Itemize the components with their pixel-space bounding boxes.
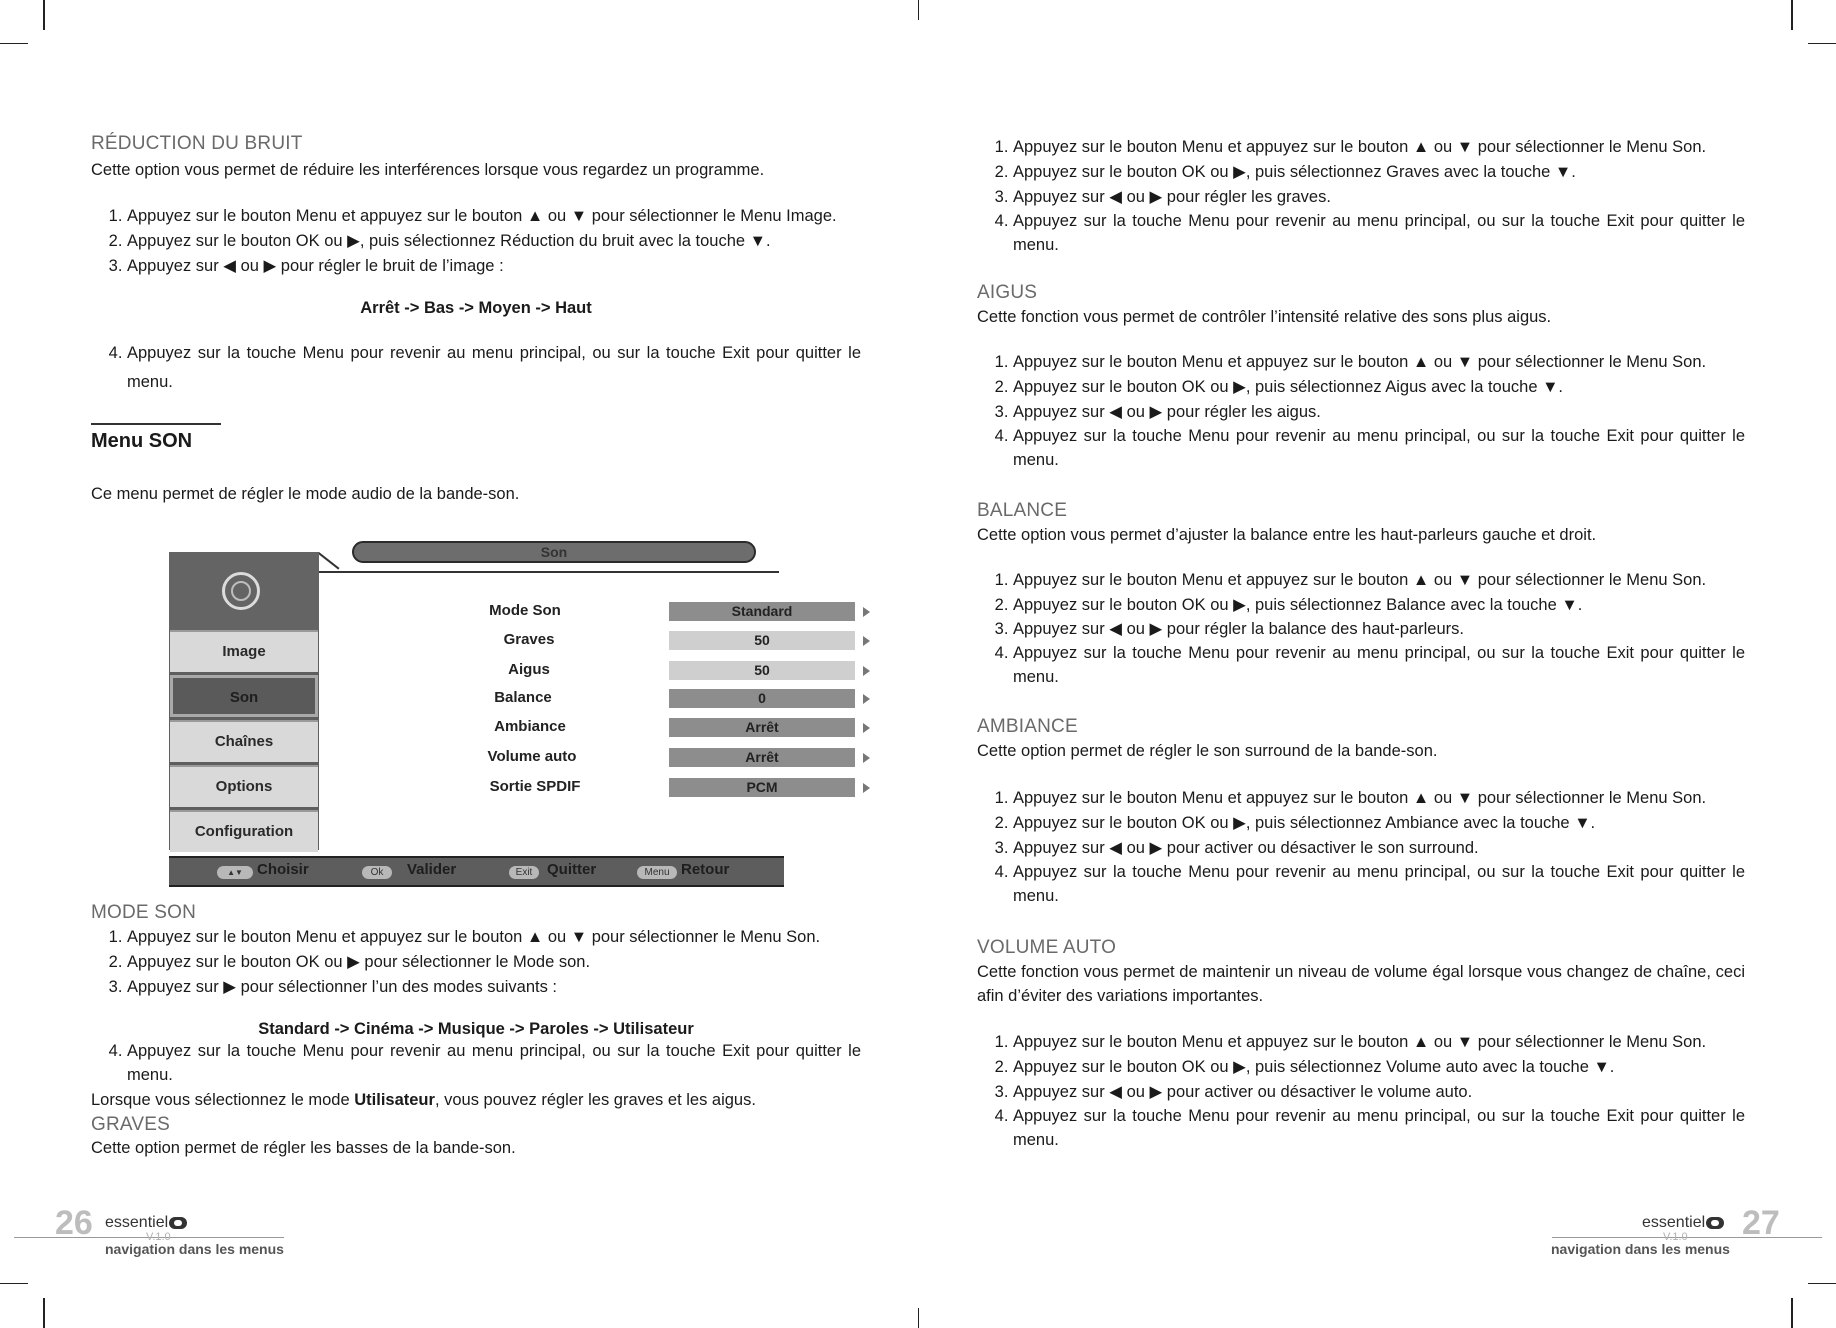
step: 2. Appuyez sur le bouton OK ou ▶, puis sélectionnez Graves avec la touche ▼. (1013, 160, 1745, 184)
osd-menu-chaines[interactable]: Chaînes (170, 720, 318, 762)
osd-divider (318, 552, 340, 570)
osd-title: Son (352, 541, 756, 563)
step: 2. Appuyez sur le bouton OK ou ▶, puis sélectionnez Réduction du bruit avec la touche ▼. (127, 229, 861, 253)
right-arrow-icon[interactable] (863, 666, 870, 676)
step: 2. Appuyez sur le bouton OK ou ▶ pour sélectionner le Mode son. (127, 950, 861, 974)
footer-subtitle: navigation dans les menus (105, 1241, 284, 1257)
section-intro: Cette option permet de régler les basses de la bande-son. (91, 1139, 516, 1157)
step: 2. Appuyez sur le bouton OK ou ▶, puis sélectionnez Volume auto avec la touche ▼. (1013, 1055, 1745, 1079)
mode-son-section (91, 902, 861, 1160)
step: 4. Appuyez sur la touche Menu pour revenir au menu principal, ou sur la touche Exit pour quitter le menu. (1013, 860, 1745, 908)
balance-section (977, 500, 1745, 689)
step: 1. Appuyez sur le bouton Menu et appuyez sur le bouton ▲ ou ▼ pour sélectionner le Menu Son. (1013, 135, 1745, 159)
osd-row-label: Aigus (508, 661, 550, 678)
brand-b-icon (1706, 1217, 1724, 1229)
menu-key: Menu (637, 866, 677, 879)
brand-b-icon (169, 1217, 187, 1229)
crop-mark (43, 0, 45, 30)
step: 3. Appuyez sur ◀ ou ▶ pour activer ou désactiver le volume auto. (1013, 1080, 1745, 1104)
crop-mark (43, 1298, 45, 1328)
osd-row-label: Graves (503, 631, 555, 648)
osd-help-bar (169, 856, 784, 887)
right-page (977, 0, 1745, 1328)
steps-list (977, 350, 1745, 472)
right-arrow-icon[interactable] (863, 753, 870, 763)
crop-mark (0, 43, 28, 44)
crop-mark (1791, 1298, 1793, 1328)
noise-section (91, 133, 861, 397)
right-arrow-icon[interactable] (863, 607, 870, 617)
step: 1. Appuyez sur le bouton Menu et appuyez sur le bouton ▲ ou ▼ pour sélectionner le Menu Son. (127, 925, 861, 949)
steps-list (977, 786, 1745, 908)
up-down-key: ▲▼ (217, 866, 253, 879)
crop-mark (1808, 1283, 1836, 1284)
osd-menu-son[interactable]: Son (170, 675, 318, 717)
user-mode-note: Lorsque vous sélectionnez le mode Utilisateur, vous pouvez régler les graves et les aigus. (91, 1091, 756, 1109)
sequence: Standard -> Cinéma -> Musique -> Paroles -> Utilisateur (258, 1020, 694, 1038)
volume-auto-section (977, 937, 1745, 1152)
step: 4. Appuyez sur la touche Menu pour revenir au menu principal, ou sur la touche Exit pour quitter le menu. (1013, 641, 1745, 689)
help-label: Retour (681, 861, 730, 878)
right-arrow-icon[interactable] (863, 783, 870, 793)
crop-mark (0, 1283, 28, 1284)
section-title: MODE SON (91, 902, 197, 923)
osd-value-balance[interactable]: 0 (669, 689, 855, 708)
steps-list (91, 1039, 861, 1087)
section-title: AIGUS (977, 282, 1038, 303)
step: 3. Appuyez sur ▶ pour sélectionner l’un des modes suivants : (127, 975, 861, 999)
section-rule (91, 423, 221, 425)
right-arrow-icon[interactable] (863, 636, 870, 646)
footer-subtitle: navigation dans les menus (1551, 1241, 1730, 1257)
crop-mark (918, 0, 919, 20)
steps-list (977, 568, 1745, 689)
exit-key: Exit (509, 866, 539, 879)
help-label: Quitter (547, 861, 597, 878)
step: 2. Appuyez sur le bouton OK ou ▶, puis sélectionnez Balance avec la touche ▼. (1013, 593, 1745, 617)
osd-row-label: Sortie SPDIF (489, 778, 581, 795)
section-intro: Cette option vous permet de réduire les interférences lorsque vous regardez un programme. (91, 161, 765, 179)
version: V.1.0 (146, 1231, 171, 1243)
brand-logo: essentiel (1642, 1214, 1724, 1232)
help-label: Valider (407, 861, 457, 878)
osd-value-sortie-spdif[interactable]: PCM (669, 778, 855, 797)
step: 4. Appuyez sur la touche Menu pour revenir au menu principal, ou sur la touche Exit pour quitter le menu. (127, 1039, 861, 1087)
steps-list (977, 1030, 1745, 1152)
step: 4. Appuyez sur la touche Menu pour revenir au menu principal, ou sur la touche Exit pour quitter le menu. (1013, 424, 1745, 472)
ok-key: Ok (362, 866, 392, 879)
section-title: AMBIANCE (977, 716, 1078, 737)
osd-menu-configuration[interactable]: Configuration (170, 810, 318, 852)
tv-menu-screenshot (169, 541, 793, 887)
steps-list (977, 135, 1745, 257)
step: 2. Appuyez sur le bouton OK ou ▶, puis sélectionnez Ambiance avec la touche ▼. (1013, 811, 1745, 835)
ambiance-section (977, 716, 1745, 908)
steps-list (91, 339, 861, 397)
osd-row-label: Volume auto (487, 748, 577, 765)
osd-row-label: Balance (494, 689, 552, 706)
section-title: BALANCE (977, 500, 1068, 521)
steps-list (91, 204, 861, 278)
osd-row-label: Ambiance (494, 718, 566, 735)
section-intro: Cette fonction vous permet de contrôler l’intensité relative des sons plus aigus. (977, 308, 1552, 326)
crop-mark (1808, 43, 1836, 44)
menu-son-intro: Ce menu permet de régler le mode audio de la bande-son. (91, 485, 520, 503)
osd-value-ambiance[interactable]: Arrêt (669, 718, 855, 737)
version: V.1.0 (1663, 1231, 1688, 1243)
page-number: 26 (55, 1204, 93, 1242)
step: 1. Appuyez sur le bouton Menu et appuyez sur le bouton ▲ ou ▼ pour sélectionner le Menu Son. (1013, 568, 1745, 592)
right-arrow-icon[interactable] (863, 723, 870, 733)
step: 1. Appuyez sur le bouton Menu et appuyez sur le bouton ▲ ou ▼ pour sélectionner le Menu Son. (1013, 786, 1745, 810)
sequence: Arrêt -> Bas -> Moyen -> Haut (360, 299, 592, 317)
osd-row-label: Mode Son (489, 602, 561, 619)
step: 3. Appuyez sur ◀ ou ▶ pour régler les aigus. (1013, 400, 1745, 424)
section-intro: Cette fonction vous permet de maintenir un niveau de volume égal lorsque vous changez de chaîne, ceci afin d’éviter des variations importantes. (977, 963, 1745, 1005)
step: 3. Appuyez sur ◀ ou ▶ pour régler la balance des haut-parleurs. (1013, 617, 1745, 641)
page-number: 27 (1742, 1204, 1780, 1242)
help-label: Choisir (257, 861, 309, 878)
step: 2. Appuyez sur le bouton OK ou ▶, puis sélectionnez Aigus avec la touche ▼. (1013, 375, 1745, 399)
osd-value-graves[interactable]: 50 (669, 631, 855, 650)
step: 1. Appuyez sur le bouton Menu et appuyez sur le bouton ▲ ou ▼ pour sélectionner le Menu Son. (1013, 350, 1745, 374)
graves-steps-section (977, 135, 1745, 257)
step: 3. Appuyez sur ◀ ou ▶ pour activer ou désactiver le son surround. (1013, 836, 1745, 860)
section-title: GRAVES (91, 1114, 170, 1135)
brand-logo: essentiel (105, 1214, 187, 1232)
step: 1. Appuyez sur le bouton Menu et appuyez sur le bouton ▲ ou ▼ pour sélectionner le Menu Image. (127, 204, 861, 228)
step: 3. Appuyez sur ◀ ou ▶ pour régler le bruit de l’image : (127, 254, 861, 278)
steps-list (91, 925, 861, 999)
step: 3. Appuyez sur ◀ ou ▶ pour régler les graves. (1013, 185, 1745, 209)
crop-mark (918, 1308, 919, 1328)
osd-value-volume-auto[interactable]: Arrêt (669, 748, 855, 767)
right-arrow-icon[interactable] (863, 694, 870, 704)
osd-value-mode-son[interactable]: Standard (669, 602, 855, 621)
aigus-section (977, 282, 1745, 472)
osd-value-aigus[interactable]: 50 (669, 661, 855, 680)
section-intro: Cette option permet de régler le son surround de la bande-son. (977, 742, 1438, 760)
osd-sidebar (169, 552, 319, 850)
osd-menu-image[interactable]: Image (170, 630, 318, 672)
osd-menu-options[interactable]: Options (170, 765, 318, 807)
step: 4. Appuyez sur la touche Menu pour revenir au menu principal, ou sur la touche Exit pour quitter le menu. (1013, 1104, 1745, 1152)
crop-mark (1791, 0, 1793, 30)
menu-son-heading: Menu SON (91, 430, 193, 452)
osd-divider (319, 571, 779, 573)
step: 1. Appuyez sur le bouton Menu et appuyez sur le bouton ▲ ou ▼ pour sélectionner le Menu Son. (1013, 1030, 1745, 1054)
step: 4. Appuyez sur la touche Menu pour revenir au menu principal, ou sur la touche Exit pour quitter le menu. (127, 339, 861, 397)
left-page (91, 0, 861, 1328)
osd-logo (169, 552, 319, 630)
section-title: VOLUME AUTO (977, 937, 1117, 958)
step: 4. Appuyez sur la touche Menu pour revenir au menu principal, ou sur la touche Exit pour quitter le menu. (1013, 209, 1745, 257)
speaker-icon-inner (231, 581, 251, 601)
section-intro: Cette option vous permet d’ajuster la balance entre les haut-parleurs gauche et droit. (977, 526, 1597, 544)
section-title: RÉDUCTION DU BRUIT (91, 133, 303, 154)
